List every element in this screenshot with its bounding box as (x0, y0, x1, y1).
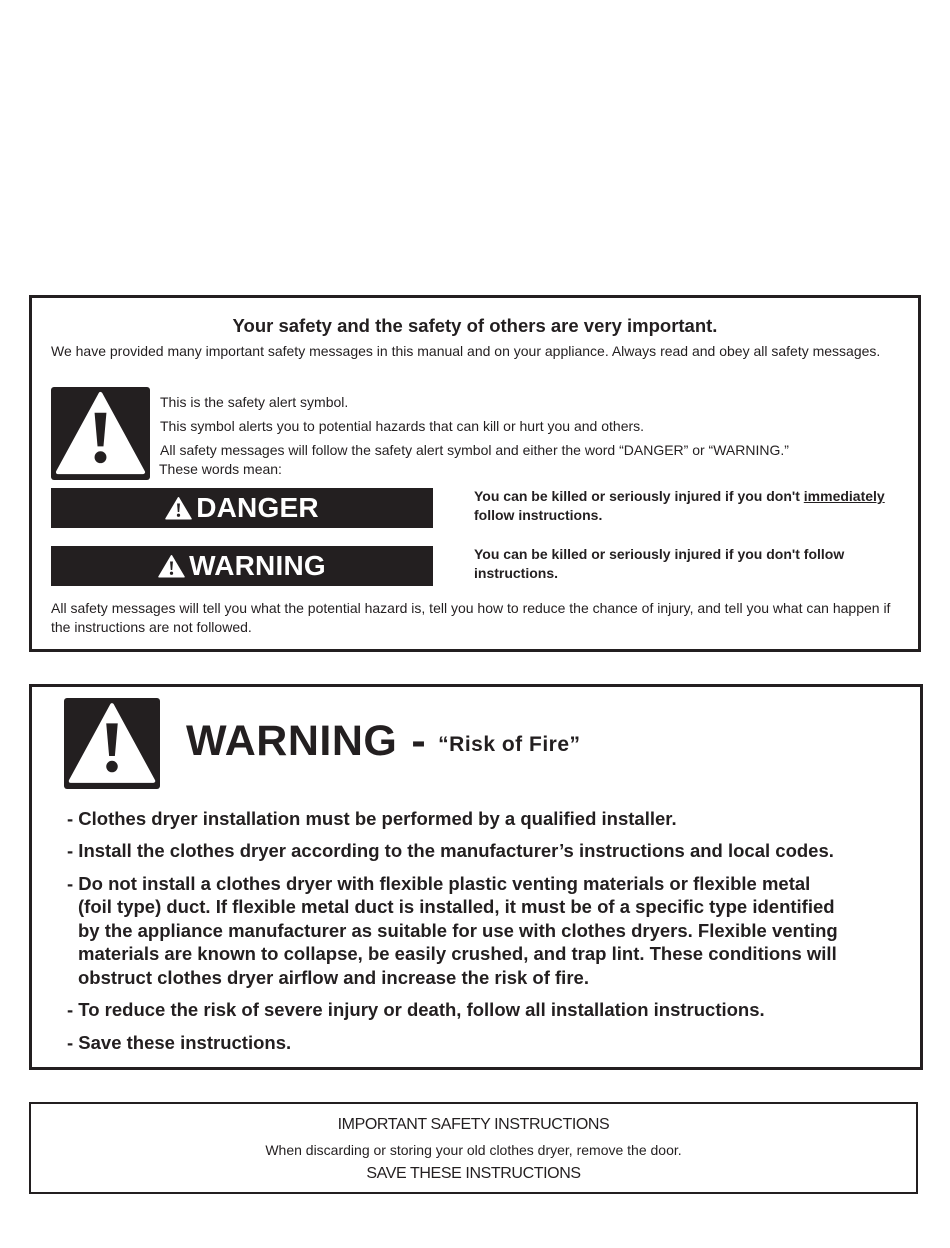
warning-label: WARNING (189, 550, 326, 581)
alert-triangle-icon (158, 554, 185, 578)
safety-intro: We have provided many important safety messages in this manual and on your appliance. Always read and obey all safety messages. (51, 343, 881, 359)
warning-description: You can be killed or seriously injured if you don't follow instructions. (474, 546, 845, 581)
safety-alert-icon (64, 698, 160, 789)
fire-warning-heading (186, 717, 581, 766)
warning-word: WARNING (186, 717, 398, 765)
save-instructions: SAVE THESE INSTRUCTIONS (366, 1165, 581, 1182)
danger-text-end: follow instructions. (474, 507, 603, 523)
important-instructions-box (29, 1102, 918, 1194)
danger-text-start: You can be killed or seriously injured if you don't (474, 488, 804, 504)
heading-dash: - (411, 717, 427, 765)
alert-triangle-icon (165, 496, 192, 520)
symbol-line-4: These words mean: (159, 461, 282, 477)
safety-title: Your safety and the safety of others are very important. (232, 315, 718, 336)
fire-warning-item: (foil type) duct. If flexible metal duct is installed, it must be of a specific type identified (78, 896, 835, 917)
fire-warning-item: obstruct clothes dryer airflow and increase the risk of fire. (78, 967, 589, 988)
instructions-text: When discarding or storing your old clothes dryer, remove the door. (265, 1142, 682, 1158)
danger-description (474, 487, 914, 525)
fire-warning-item: by the appliance manufacturer as suitable for use with clothes dryers. Flexible venting (78, 920, 838, 941)
warning-signal-bar (51, 546, 433, 586)
danger-signal-bar (51, 488, 433, 528)
symbol-line-3: All safety messages will follow the safety alert symbol and either the word “DANGER” or “WARNING.” (160, 442, 789, 458)
safety-info-box (29, 295, 921, 652)
safety-footer: All safety messages will tell you what the potential hazard is, tell you how to reduce the chance of injury, and tell you what can happen if the instructions are not followed. (51, 600, 891, 635)
fire-warning-item: materials are known to collapse, be easily crushed, and trap lint. These conditions will (78, 943, 837, 964)
danger-label: DANGER (196, 492, 319, 523)
fire-warning-item: - Save these instructions. (67, 1032, 292, 1053)
fire-warning-item: - Clothes dryer installation must be performed by a qualified installer. (67, 808, 677, 829)
instructions-title: IMPORTANT SAFETY INSTRUCTIONS (337, 1116, 610, 1133)
fire-warning-item: - Do not install a clothes dryer with flexible plastic venting materials or flexible metal (67, 873, 811, 894)
fire-warning-item: - Install the clothes dryer according to the manufacturer’s instructions and local codes. (67, 840, 834, 861)
fire-warning-item: - To reduce the risk of severe injury or death, follow all installation instructions. (67, 999, 765, 1020)
danger-emphasis: immediately (803, 488, 885, 504)
safety-alert-icon (51, 387, 150, 480)
risk-of-fire-subheading: “Risk of Fire” (438, 733, 581, 756)
symbol-line-1: This is the safety alert symbol. (160, 394, 349, 410)
fire-warning-box (29, 684, 923, 1070)
symbol-line-2: This symbol alerts you to potential hazards that can kill or hurt you and others. (160, 418, 645, 434)
